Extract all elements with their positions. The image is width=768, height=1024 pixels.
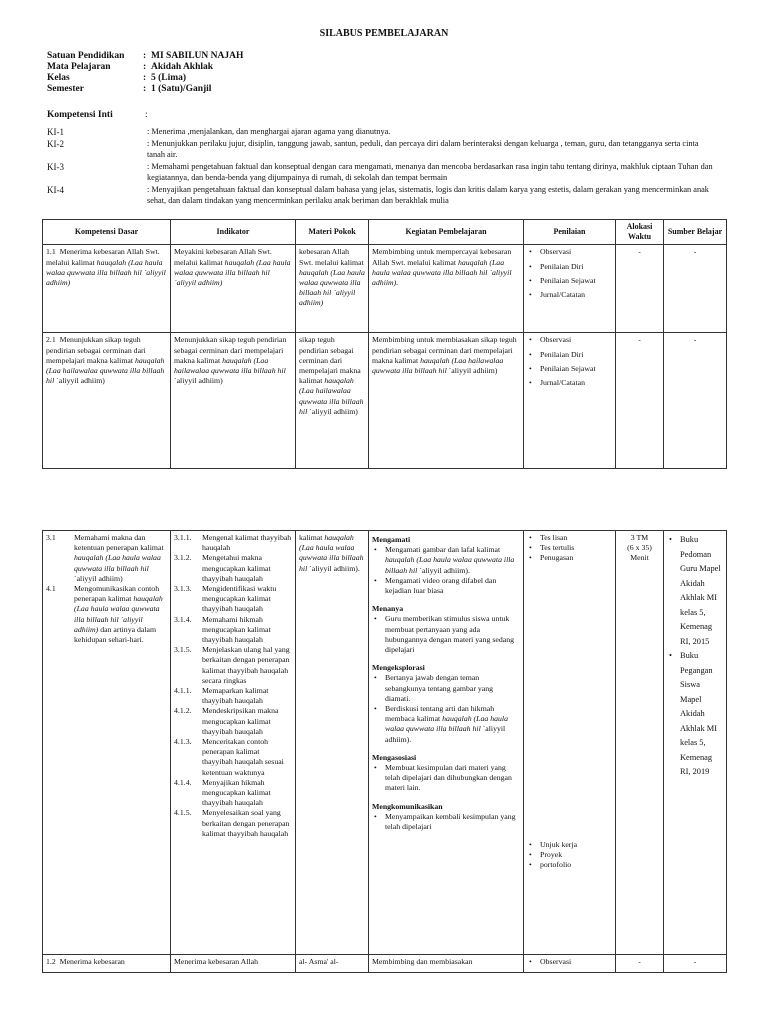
list-item: • Menyampaikan kembali kesimpulan yang telah dipelajari xyxy=(372,812,520,832)
ki-code: KI-1 xyxy=(47,127,64,137)
identity-label: Semester xyxy=(47,84,84,94)
list-item: 4.1.1. Memaparkan kalimat thayyibah hauqalah xyxy=(174,686,269,706)
kegiatan-cell xyxy=(369,531,524,955)
identity-value: MI SABILUN NAJAH xyxy=(151,51,244,61)
indikator-cell: Menunjukkan sikap teguh pendirian sebagai cerminan dari mempelajari makna kalimat hauqalah (Laa hailawalaa quwwata illa billaah hil `aliyyil adhiim) xyxy=(171,333,296,469)
materi-cell: al- Asma' al- xyxy=(296,955,369,973)
sumber-cell: - xyxy=(664,245,727,333)
ki-text: : Menyajikan pengetahuan faktual dan konseptual dalam bahasa yang jelas, sistematis, logis dan kritis dalam karya yang estetis, dalam gerakan yang mencerminkan anak sehat, dan dalam tindakan yang mencerminkan perilaku anak beriman dan berakhlak mulia xyxy=(147,185,709,205)
ki-row xyxy=(47,139,717,161)
identity-label: Kelas xyxy=(47,73,70,83)
column-header: Kegiatan Pembelajaran xyxy=(369,220,524,245)
kegiatan-heading: Menanya xyxy=(372,604,404,614)
penilaian-cell xyxy=(524,333,616,469)
kegiatan-cell: Membimbing untuk membiasakan sikap teguh pendirian sebagai cerminan dari mempelajari makna kalimat hauqalah (Laa hailawalaa quwwata illa billaah hil `aliyyil adhiim) xyxy=(369,333,524,469)
identity-row-school: Satuan Pendidikan : MI SABILUN NAJAH xyxy=(47,51,244,61)
list-item: • Penugasan xyxy=(527,553,612,563)
kd-cell: 2.1 Menunjukkan sikap teguh pendirian sebagai cerminan dari mempelajari makna kalimat hauqalah (Laa hailawalaa quwwata illa billaah hil `aliyyil adhiim) xyxy=(43,333,171,469)
kegiatan-heading: Mengkomunikasikan xyxy=(372,801,443,811)
list-item: • portofolio xyxy=(527,860,612,870)
list-item: 3.1.4. Memahami hikmah mengucapkan kalimat thayyibah hauqalah xyxy=(174,614,271,645)
list-item: 3.1 Memahami makna dan ketentuan penerapan kalimat hauqalah (Laa haula walaa quwwata illa billaah hil `aliyyil adhiim) xyxy=(46,533,164,583)
alokasi-cell: - xyxy=(616,333,664,469)
list-item: 4.1.3. Menceritakan contoh penerapan kalimat thayyibah hauqalah sesuai ketentuan waktunya xyxy=(174,737,284,777)
ki-row xyxy=(47,127,717,139)
kegiatan-cell: Membimbing untuk mempercayai kebesaran Allah Swt. melalui kalimat hauqalah (Laa haula walaa quwwata illa billaah hil `aliyyil adhiim). xyxy=(369,245,524,333)
list-item: 3.1.1. Mengenal kalimat thayyibah hauqalah xyxy=(174,533,292,553)
table-row xyxy=(43,245,727,333)
indikator-list xyxy=(174,533,292,839)
list-item: • Bertanya jawab dengan teman sebangkunya tentang gambar yang diamati. xyxy=(372,673,520,704)
identity-row-class: Kelas : 5 (Lima) xyxy=(47,73,187,83)
identity-label: Mata Pelajaran xyxy=(47,62,111,72)
list-item: 3.1.5. Menjelaskan ulang hal yang berkaitan dengan penerapan kalimat thayyibah hauqalah secara ringkas xyxy=(174,645,290,685)
list-item: • Penilaian Sejawat xyxy=(527,364,612,374)
column-header: Indikator xyxy=(171,220,296,245)
identity-value: 1 (Satu)/Ganjil xyxy=(151,84,212,94)
penilaian-list-bottom xyxy=(527,840,612,871)
materi-cell: sikap teguh pendirian sebagai cerminan dari mempelajari makna kalimat hauqalah (Laa hailawalaa quwwata illa billaah hil `aliyyil adhiim) xyxy=(296,333,369,469)
identity-row-subject: Mata Pelajaran : Akidah Akhlak xyxy=(47,62,214,72)
kegiatan-block xyxy=(372,663,520,745)
list-item: • Unjuk kerja xyxy=(527,840,612,850)
list-item: • Mengamati video orang difabel dan kejadian luar biasa xyxy=(372,576,520,596)
list-item: • Mengamati gambar dan lafal kalimat hauqalah (Laa haula walaa quwwata illa billaah hil `aliyyil adhiim). xyxy=(372,545,520,576)
materi-cell: kebesaran Allah Swt. melalui kalimat hauqalah (Laa haula walaa quwwata illa billaah hil `aliyyil adhiim) xyxy=(296,245,369,333)
list-item: 4.1 Mengomunikasikan contoh penerapan kalimat hauqalah (Laa haula walaa quwwata illa billaah hil `aliyyil adhiim) dan artinya dalam kehidupan sehari-hari. xyxy=(46,584,163,645)
list-item: • Observasi xyxy=(527,957,612,967)
materi-cell: kalimat hauqalah (Laa haula walaa quwwata illa billaah hil `aliyyil adhiim). xyxy=(296,531,369,955)
list-item: • Observasi xyxy=(527,247,612,257)
kd-cell: 1.1 Menerima kebesaran Allah Swt. melalui kalimat hauqalah (Laa haula walaa quwwata illa billaah hil `aliyyil adhiim) xyxy=(43,245,171,333)
column-header: Alokasi Waktu xyxy=(616,220,664,245)
sumber-cell: - xyxy=(664,333,727,469)
indikator-cell xyxy=(171,531,296,955)
list-item: • Membuat kesimpulan dari materi yang telah dipelajari dan dihubungkan dengan materi lain. xyxy=(372,763,520,794)
table-row xyxy=(43,531,727,955)
indikator-cell: Meyakini kebesaran Allah Swt. melalui kalimat hauqalah (Laa haula walaa quwwata illa billaah hil `aliyyil adhiim) xyxy=(171,245,296,333)
column-header: Sumber Belajar xyxy=(664,220,727,245)
list-item: • Tes tertulis xyxy=(527,543,612,553)
ki-row xyxy=(47,185,717,207)
penilaian-cell xyxy=(524,955,616,973)
list-item: • Penilaian Sejawat xyxy=(527,276,612,286)
list-item: • Buku Pedoman Guru Mapel Akidah Akhlak MI kelas 5, Kemenag RI, 2015 xyxy=(667,533,723,649)
column-header: Materi Pokok xyxy=(296,220,369,245)
table-row xyxy=(43,333,727,469)
list-item: • Observasi xyxy=(527,335,612,345)
indikator-cell: Menerima kebesaran Allah xyxy=(171,955,296,973)
list-item: 3.1.2. Mengetahui makna mengucapkan kalimat thayyibah hauqalah xyxy=(174,553,271,583)
kegiatan-block xyxy=(372,604,520,655)
page-title: SILABUS PEMBELAJARAN xyxy=(319,28,449,39)
ki-row xyxy=(47,162,717,184)
column-header: Penilaian xyxy=(524,220,616,245)
ki-code: KI-3 xyxy=(47,162,64,172)
list-item: 4.1.5. Menyelesaikan soal yang berkaitan dengan penerapan kalimat thayyibah hauqalah xyxy=(174,808,290,838)
ki-heading: Kompetensi Inti : xyxy=(47,110,148,120)
list-item: • Jurnal/Catatan xyxy=(527,290,612,300)
list-item: • Berdiskusi tentang arti dan hikmah membaca kalimat hauqalah (Laa haula walaa quwwata illa billaah hil `aliyyil adhiim). xyxy=(372,704,520,745)
list-item: • Tes lisan xyxy=(527,533,612,543)
list-item: • Proyek xyxy=(527,850,612,860)
list-item: 3.1.3. Mengidentifikasi waktu mengucapkan kalimat thayyibah hauqalah xyxy=(174,584,277,614)
kegiatan-block xyxy=(372,802,520,833)
kegiatan-heading: Mengasosiasi xyxy=(372,752,417,762)
penilaian-list-top xyxy=(527,533,612,564)
table-header-row xyxy=(43,220,727,245)
kd-list xyxy=(46,533,167,645)
list-item: • Guru memberikan stimulus siswa untuk membuat pertanyaan yang ada hubungannya dengan materi yang sedang dipelajari xyxy=(372,614,520,655)
kegiatan-block xyxy=(372,753,520,794)
identity-label: Satuan Pendidikan xyxy=(47,51,125,61)
kd-cell: 1.2 Menerima kebesaran xyxy=(43,955,171,973)
kegiatan-heading: Mengeksplorasi xyxy=(372,663,425,673)
sumber-cell: - xyxy=(664,955,727,973)
list-item: • Buku Pegangan Siswa Mapel Akidah Akhlak MI kelas 5, Kemenag RI, 2019 xyxy=(667,649,723,780)
alokasi-cell: - xyxy=(616,955,664,973)
syllabus-table-top xyxy=(42,219,727,469)
ki-code: KI-4 xyxy=(47,185,64,195)
ki-text: : Memahami pengetahuan faktual dan konseptual dengan cara mengamati, menanya dan mencoba berdasarkan rasa ingin tahu tentang dirinya, makhluk ciptaan Tuhan dan kegiatannya, dan benda-benda yang dijumpainya di rumah, di sekolah dan tempat bermain xyxy=(147,162,713,182)
kd-cell xyxy=(43,531,171,955)
kegiatan-cell: Membimbing dan membiasakan xyxy=(369,955,524,973)
penilaian-cell xyxy=(524,531,616,955)
alokasi-cell: - xyxy=(616,245,664,333)
alokasi-cell: 3 TM (6 x 35) Menit xyxy=(616,531,664,955)
kegiatan-heading: Mengamati xyxy=(372,535,411,544)
table-row xyxy=(43,955,727,973)
penilaian-cell xyxy=(524,245,616,333)
syllabus-table-bottom xyxy=(42,530,727,973)
list-item: 4.1.4. Menyajikan hikmah mengucapkan kalimat thayyibah hauqalah xyxy=(174,777,271,808)
identity-value: Akidah Akhlak xyxy=(151,62,214,72)
sumber-cell xyxy=(664,531,727,955)
list-item: • Penilaian Diri xyxy=(527,350,612,360)
kegiatan-block xyxy=(372,535,520,596)
list-item: 4.1.2. Mendeskripsikan makna mengucapkan kalimat thayyibah hauqalah xyxy=(174,706,279,736)
identity-value: 5 (Lima) xyxy=(151,73,187,83)
ki-text: : Menunjukkan perilaku jujur, disiplin, tanggung jawab, santun, peduli, dan percaya diri dalam berinteraksi dengan keluarga , teman, guru, dan tetangganya serta cinta tanah air. xyxy=(147,139,699,159)
column-header: Kompetensi Dasar xyxy=(43,220,171,245)
sumber-list xyxy=(667,533,723,780)
list-item: • Jurnal/Catatan xyxy=(527,378,612,388)
ki-code: KI-2 xyxy=(47,139,64,149)
list-item: • Penilaian Diri xyxy=(527,262,612,272)
identity-row-semester: Semester : 1 (Satu)/Ganjil xyxy=(47,84,212,94)
ki-text: : Menerima ,menjalankan, dan menghargai ajaran agama yang dianutnya. xyxy=(147,127,391,136)
